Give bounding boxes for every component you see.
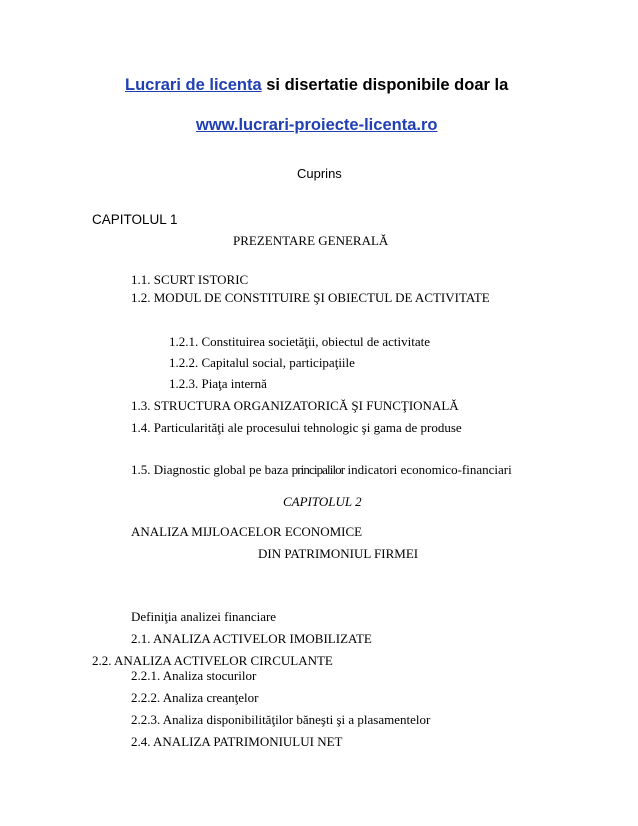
chapter-2-title-line-2: DIN PATRIMONIUL FIRMEI: [258, 546, 419, 561]
toc-item-1-5-start: 1.5. Diagnostic global pe baza: [131, 462, 292, 477]
toc-item-1-3: 1.3. STRUCTURA ORGANIZATORICĂ ŞI FUNCŢIONALĂ: [131, 398, 459, 413]
toc-item-definitia: Definiţia analizei financiare: [131, 609, 277, 624]
toc-item-2-2-2: 2.2.2. Analiza creanţelor: [131, 690, 259, 705]
toc-item-2-2: 2.2. ANALIZA ACTIVELOR CIRCULANTE: [92, 653, 333, 668]
chapter-2-label: CAPITOLUL 2: [283, 494, 362, 509]
toc-item-1-2-1: 1.2.1. Constituirea societăţii, obiectul de activitate: [169, 334, 431, 349]
website-link[interactable]: www.lucrari-proiecte-licenta.ro: [196, 116, 438, 134]
toc-item-1-5: [131, 462, 512, 478]
chapter-1-title: PREZENTARE GENERALĂ: [233, 233, 389, 248]
toc-item-1-2: 1.2. MODUL DE CONSTITUIRE ŞI OBIECTUL DE ACTIVITATE: [131, 290, 490, 305]
toc-item-1-2-3: 1.2.3. Piaţa internă: [169, 376, 267, 391]
chapter-2-title-line-1: ANALIZA MIJLOACELOR ECONOMICE: [131, 524, 363, 539]
toc-item-1-5-end: indicatori economico-financiari: [344, 462, 512, 477]
toc-item-2-1: 2.1. ANALIZA ACTIVELOR IMOBILIZATE: [131, 631, 372, 646]
toc-item-1-2-2: 1.2.2. Capitalul social, participaţiile: [169, 355, 355, 370]
header-line-2: [196, 116, 437, 135]
chapter-1-label: CAPITOLUL 1: [92, 212, 178, 227]
toc-item-1-4: 1.4. Particularităţi ale procesului tehnologic şi gama de produse: [131, 420, 462, 435]
toc-title: Cuprins: [297, 166, 342, 181]
header-line-1-text: si disertatie disponibile doar la: [261, 76, 509, 94]
toc-item-2-4: 2.4. ANALIZA PATRIMONIULUI NET: [131, 734, 343, 749]
toc-item-2-2-1: 2.2.1. Analiza stocurilor: [131, 668, 257, 683]
toc-item-2-2-3: 2.2.3. Analiza disponibilităţilor băneşti şi a plasamentelor: [131, 712, 431, 727]
lucrari-de-licenta-link[interactable]: Lucrari de licenta: [125, 76, 262, 94]
toc-item-1-1: 1.1. SCURT ISTORIC: [131, 272, 249, 287]
toc-item-1-5-condensed: principalilor: [291, 462, 345, 477]
header-line-1: [125, 76, 508, 95]
